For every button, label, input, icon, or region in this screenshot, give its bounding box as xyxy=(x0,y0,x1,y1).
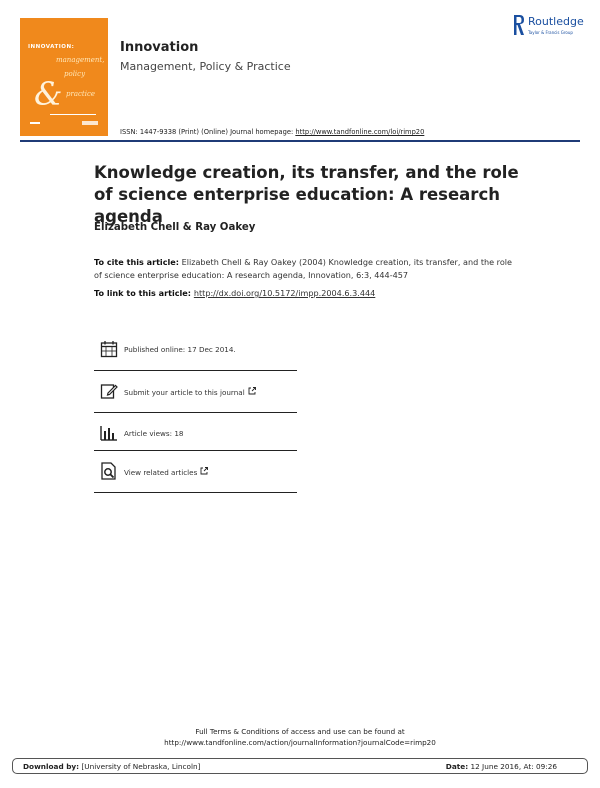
external-link-icon xyxy=(200,467,208,475)
submit-article-label: Submit your article to this journal xyxy=(124,388,245,397)
published-date: Published online: 17 Dec 2014. xyxy=(124,345,236,354)
cover-mark-left xyxy=(30,122,40,124)
related-search-icon xyxy=(100,462,118,480)
cover-mark-right xyxy=(82,121,98,125)
publisher-logo xyxy=(512,14,588,44)
download-by-label: Download by: xyxy=(23,762,80,771)
article-title: Knowledge creation, its transfer, and the role of science enterprise education: A research agenda xyxy=(94,163,519,226)
download-by xyxy=(23,762,201,771)
cover-word-management: management, xyxy=(56,56,105,64)
calendar-icon xyxy=(100,340,118,358)
article-views-row xyxy=(94,412,297,454)
download-date-value: 12 June 2016, At: 09:26 xyxy=(468,762,557,771)
terms-link[interactable]: http://www.tandfonline.com/action/journalInformation?journalCode=rimp20 xyxy=(164,738,436,747)
related-articles-link[interactable] xyxy=(124,467,208,477)
cover-title: INNOVATION: xyxy=(28,44,75,50)
journal-subtitle: Management, Policy & Practice xyxy=(120,60,291,73)
article-link-line xyxy=(94,288,375,298)
cover-word-policy: policy xyxy=(64,70,86,78)
article-authors: Elizabeth Chell & Ray Oakey xyxy=(94,222,256,233)
divider xyxy=(94,492,297,493)
cite-label: To cite this article: xyxy=(94,257,180,267)
submit-article-row[interactable] xyxy=(94,370,297,412)
journal-cover xyxy=(20,18,108,136)
cover-ampersand: & xyxy=(34,75,63,113)
article-views: Article views: 18 xyxy=(124,429,184,438)
external-link-icon xyxy=(248,387,256,395)
doi-link[interactable]: http://dx.doi.org/10.5172/impp.2004.6.3.444 xyxy=(193,288,376,298)
header-divider xyxy=(20,140,580,142)
cover-divider xyxy=(50,114,96,115)
download-by-value: [University of Nebraska, Lincoln] xyxy=(79,762,201,771)
submit-article-link[interactable] xyxy=(124,387,256,397)
link-label: To link to this article: xyxy=(94,288,194,298)
routledge-r-icon xyxy=(512,14,526,36)
issn-line xyxy=(120,128,424,136)
related-articles-row[interactable] xyxy=(94,450,297,492)
cite-text: Elizabeth Chell & Ray Oakey (2004) Knowledge creation, its transfer, and the role of science enterprise education: A research agenda, Innovation, 6:3, 444-457 xyxy=(94,257,513,280)
cover-word-practice: practice xyxy=(66,90,96,98)
journal-title[interactable]: Innovation xyxy=(120,40,199,55)
published-row xyxy=(94,328,297,370)
publisher-name: Routledge xyxy=(528,15,584,28)
journal-homepage-link[interactable]: http://www.tandfonline.com/loi/rimp20 xyxy=(295,128,425,136)
related-articles-label: View related articles xyxy=(124,468,198,477)
edit-icon xyxy=(100,382,118,400)
issn-text: ISSN: 1447-9338 (Print) (Online) Journal homepage: xyxy=(120,128,296,136)
download-info-bar xyxy=(12,758,588,774)
publisher-tagline: Taylor & Francis Group xyxy=(528,30,573,35)
terms-line: Full Terms & Conditions of access and use can be found at xyxy=(195,727,405,736)
citation xyxy=(94,256,514,282)
bar-chart-icon xyxy=(100,424,118,442)
download-date xyxy=(446,762,557,771)
download-date-label: Date: xyxy=(445,762,469,771)
